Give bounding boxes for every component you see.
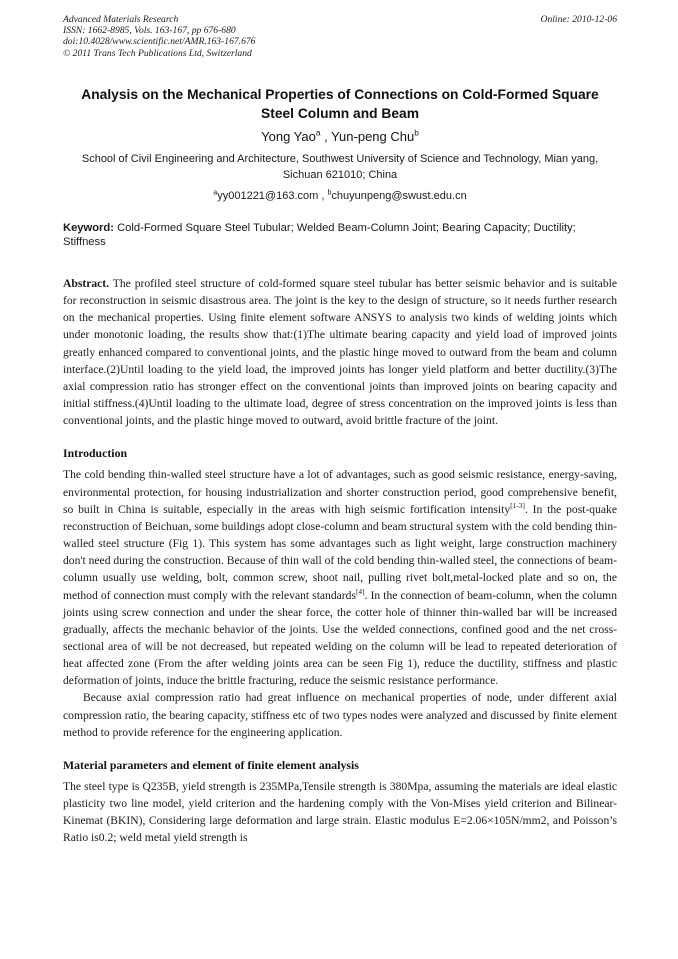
author-1-affiliation-mark: a	[315, 127, 321, 138]
emails-line	[63, 190, 617, 202]
section-heading-material-parameters: Material parameters and element of finite element analysis	[63, 757, 359, 772]
paper-title: Analysis on the Mechanical Properties of Connections on Cold-Formed Square Steel Column and Beam	[81, 86, 599, 121]
email-a-mark: a	[213, 189, 218, 197]
authors-line	[63, 129, 617, 144]
keywords-text: Cold-Formed Square Steel Tubular; Welded Beam-Column Joint; Bearing Capacity; Ductility; Stiffness	[63, 221, 576, 249]
copyright-line: © 2011 Trans Tech Publications Ltd, Switzerland	[63, 47, 252, 59]
author-1-name: Yong Yao	[261, 128, 316, 144]
online-date: Online: 2010-12-06	[540, 14, 617, 25]
publication-header	[63, 14, 617, 59]
authors-separator: ,	[320, 128, 332, 144]
email-b: chuyunpeng@swust.edu.cn	[331, 189, 467, 202]
emails-separator: ,	[318, 189, 328, 202]
introduction-p1-segment-3: . In the connection of beam-column, when the column joints using screw connection and under the shear force, the cotter hole of thinner thin-walled bar will be increased gradually, affects the mechanic behavior of the joints. Use the welded connections, confined good and the net cross-sectional area of will be not decreased, but repeated welding on the column will be lead to repeated deterioration of heat affected zone (From the after welding joints area can be seen Fig 1), reduce the ductility, stiffness and plastic deformation of joints, induce the brittle fracturing, reduce the seismic resistance performance.	[63, 588, 617, 688]
issn-line: ISSN: 1662-8985, Vols. 163-167, pp 676-680	[63, 25, 236, 37]
keywords-block	[63, 221, 617, 250]
introduction-p1-segment-2: . In the post-quake reconstruction of Beichuan, some buildings adopt close-column and beam structural system with the cold bending thin-walled steel structure (Fig 1). This system has some advantages such as light weight, large construction machinery don't need during the construction. Because of thin wall of the cold bending thin-walled steel, the connections of beam-column usually use welding, bolt, common screw, shoot nail, pulling rivet bolt,metal-locked plate and so on, the method of connection must comply with the relevant standards	[63, 502, 617, 602]
reference-mark-4: [4]	[355, 586, 365, 596]
keywords-label: Keyword:	[63, 221, 114, 234]
author-2-affiliation-mark: b	[414, 127, 419, 138]
author-2-name: Yun-peng Chu	[331, 128, 415, 144]
introduction-p1-segment-1: The cold bending thin-walled steel structure have a lot of advantages, such as good seismic resistance, energy-saving, environmental protection, for housing industrialization and shorter construction period, good comprehensive benefit, so built in China is suitable, especially in the areas with high seismic fortification intensity	[63, 468, 617, 516]
abstract-label: Abstract.	[63, 277, 110, 290]
email-b-mark: b	[327, 189, 332, 197]
material-paragraph-1: The steel type is Q235B, yield strength is 235MPa,Tensile strength is 380Mpa, assuming the materials are ideal elastic plasticity two line model, yield criterion and the hardening comply with the Von-Mises yield criterion and Bilinear-Kinemat (BKIN), Considering large deformation and large strain. Elastic modulus E=2.06×105N/mm2, and Poisson’s Ratio is0.2; weld metal yield strength is	[63, 779, 617, 845]
doi-line: doi:10.4028/www.scientific.net/AMR.163-167.676	[63, 36, 256, 48]
reference-mark-1-3: [1-3]	[510, 500, 525, 510]
journal-name: Advanced Materials Research	[63, 14, 179, 25]
affiliation-line: School of Civil Engineering and Architecture, Southwest University of Science and Technology, Mian yang, Sichuan 621010; China	[81, 152, 599, 181]
publication-header-row	[63, 14, 617, 25]
introduction-paragraph-1	[63, 466, 617, 689]
email-a: yy001221@163.com	[217, 189, 319, 202]
abstract-text: The profiled steel structure of cold-formed square steel tubular has better seismic behavior and is suitable for reconstruction in seismic disastrous area. The joint is the key to the design of structure, so it needs further research on the mechanical properties. Using finite element software ANSYS to analysis two kinds of welding joints which under monotonic loading, the results show that:(1)The ultimate bearing capacity and yield load of improved joints greatly enhanced compared to conventional joints, and the plastic hinge moved to outward from the beam and column interface.(2)Until loading to the yield load, the improved joints has longer yield platform and better ductility.(3)The axial compression ratio has stronger effect on the conventional joints than improved joints on bearing capacity and initial stiffness.(4)Until loading to the ultimate load, degree of stress concentration on the improved joints is less than conventional joints, and the plastic hinge moved to outward, avoid brittle fracture of the joint.	[63, 277, 617, 428]
introduction-paragraph-2: Because axial compression ratio had great influence on mechanical properties of node, under different axial compression ratio, the bearing capacity, stiffness etc of two types nodes were analyzed and discussed by finite element method to provide reference for the engineering application.	[63, 691, 617, 739]
abstract-block	[63, 275, 617, 429]
section-heading-introduction: Introduction	[63, 446, 128, 461]
